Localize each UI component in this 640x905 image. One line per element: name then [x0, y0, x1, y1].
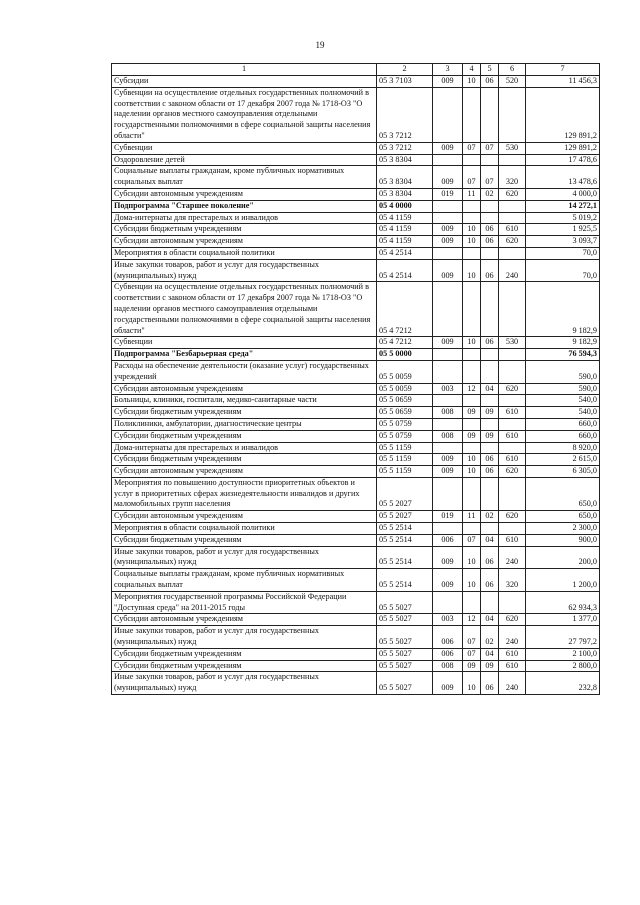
row-name-cell: Субсидии автономным учреждениям: [112, 466, 377, 478]
target-code-cell: 05 5 5027: [377, 614, 433, 626]
row-name-cell: Мероприятия в области социальной политики: [112, 523, 377, 535]
subsection-code-cell: 06: [481, 546, 499, 569]
row-name-cell: Мероприятия в области социальной политики: [112, 247, 377, 259]
section-code-cell: 10: [463, 224, 481, 236]
amount-cell: 650,0: [526, 477, 600, 510]
subsection-code-cell: [481, 360, 499, 383]
target-code-cell: 05 4 0000: [377, 200, 433, 212]
header-col-5: 5: [481, 64, 499, 76]
expense-type-cell: [499, 418, 526, 430]
department-code-cell: [433, 418, 463, 430]
target-code-cell: 05 5 5027: [377, 626, 433, 649]
table-row: [112, 259, 600, 282]
target-code-cell: 05 4 2514: [377, 259, 433, 282]
subsection-code-cell: 06: [481, 672, 499, 695]
row-name-cell: Субвенции: [112, 337, 377, 349]
subsection-code-cell: 06: [481, 224, 499, 236]
amount-cell: 660,0: [526, 430, 600, 442]
expense-type-cell: 620: [499, 383, 526, 395]
expense-type-cell: 610: [499, 534, 526, 546]
table-row: [112, 360, 600, 383]
amount-cell: 13 478,6: [526, 166, 600, 189]
row-name-cell: Поликлиники, амбулатории, диагностические центры: [112, 418, 377, 430]
target-code-cell: 05 5 0659: [377, 395, 433, 407]
table-row: [112, 672, 600, 695]
amount-cell: 1 377,0: [526, 614, 600, 626]
amount-cell: 2 615,0: [526, 454, 600, 466]
section-code-cell: [463, 591, 481, 614]
table-row: [112, 569, 600, 592]
page-number: 19: [315, 40, 325, 50]
subsection-code-cell: 02: [481, 511, 499, 523]
subsection-code-cell: 09: [481, 430, 499, 442]
table-row: [112, 430, 600, 442]
table-row: [112, 383, 600, 395]
amount-cell: 76 594,3: [526, 349, 600, 361]
section-code-cell: 10: [463, 76, 481, 88]
amount-cell: 9 182,9: [526, 337, 600, 349]
target-code-cell: 05 5 0059: [377, 383, 433, 395]
department-code-cell: [433, 360, 463, 383]
amount-cell: 540,0: [526, 395, 600, 407]
row-name-cell: Субсидии автономным учреждениям: [112, 188, 377, 200]
department-code-cell: 009: [433, 76, 463, 88]
target-code-cell: 05 4 7212: [377, 282, 433, 337]
row-name-cell: Субсидии бюджетным учреждениям: [112, 648, 377, 660]
department-code-cell: [433, 477, 463, 510]
target-code-cell: 05 3 7103: [377, 76, 433, 88]
row-name-cell: Социальные выплаты гражданам, кроме публичных нормативных социальных выплат: [112, 166, 377, 189]
expense-type-cell: 620: [499, 236, 526, 248]
target-code-cell: 05 4 7212: [377, 337, 433, 349]
row-name-cell: Субсидии бюджетным учреждениям: [112, 660, 377, 672]
subsection-code-cell: [481, 154, 499, 166]
subsection-code-cell: [481, 212, 499, 224]
table-row: [112, 660, 600, 672]
section-code-cell: 12: [463, 383, 481, 395]
amount-cell: 70,0: [526, 247, 600, 259]
table-row: [112, 224, 600, 236]
table-row: [112, 282, 600, 337]
subsection-code-cell: [481, 477, 499, 510]
table-row: [112, 407, 600, 419]
subsection-code-cell: 04: [481, 383, 499, 395]
table-row: [112, 626, 600, 649]
department-code-cell: 019: [433, 188, 463, 200]
table-row: [112, 523, 600, 535]
subsection-code-cell: [481, 282, 499, 337]
header-col-1: 1: [112, 64, 377, 76]
table-row: [112, 188, 600, 200]
amount-cell: 5 019,2: [526, 212, 600, 224]
target-code-cell: 05 5 2514: [377, 569, 433, 592]
section-code-cell: 12: [463, 614, 481, 626]
table-row: [112, 591, 600, 614]
section-code-cell: [463, 282, 481, 337]
department-code-cell: 009: [433, 466, 463, 478]
section-code-cell: [463, 442, 481, 454]
row-name-cell: Субсидии бюджетным учреждениям: [112, 224, 377, 236]
expense-type-cell: [499, 200, 526, 212]
row-name-cell: Мероприятия по повышению доступности приоритетных объектов и услуг в приоритетных сферах жизнедеятельности инвалидов и других маломобильных групп населения: [112, 477, 377, 510]
department-code-cell: 006: [433, 534, 463, 546]
section-code-cell: 10: [463, 337, 481, 349]
section-code-cell: 07: [463, 142, 481, 154]
table-row: [112, 166, 600, 189]
section-code-cell: [463, 87, 481, 142]
table-header-row: [112, 64, 600, 76]
target-code-cell: 05 3 7212: [377, 142, 433, 154]
target-code-cell: 05 5 0759: [377, 430, 433, 442]
table-row: [112, 454, 600, 466]
row-name-cell: Субвенции: [112, 142, 377, 154]
target-code-cell: 05 5 0759: [377, 418, 433, 430]
row-name-cell: Субсидии бюджетным учреждениям: [112, 407, 377, 419]
expense-type-cell: [499, 395, 526, 407]
row-name-cell: Мероприятия государственной программы Российской Федерации "Доступная среда" на 2011-2015 годы: [112, 591, 377, 614]
department-code-cell: [433, 154, 463, 166]
expense-type-cell: 240: [499, 626, 526, 649]
row-name-cell: Субсидии автономным учреждениям: [112, 383, 377, 395]
table-body: [112, 76, 600, 695]
expense-type-cell: [499, 442, 526, 454]
table-row: [112, 546, 600, 569]
expense-type-cell: [499, 154, 526, 166]
row-name-cell: Подпрограмма "Старшее поколение": [112, 200, 377, 212]
table-row: [112, 212, 600, 224]
target-code-cell: 05 4 1159: [377, 224, 433, 236]
amount-cell: 129 891,2: [526, 87, 600, 142]
amount-cell: 129 891,2: [526, 142, 600, 154]
expense-type-cell: 240: [499, 672, 526, 695]
row-name-cell: Оздоровление детей: [112, 154, 377, 166]
row-name-cell: Иные закупки товаров, работ и услуг для государственных (муниципальных) нужд: [112, 672, 377, 695]
row-name-cell: Подпрограмма "Безбарьерная среда": [112, 349, 377, 361]
department-code-cell: 009: [433, 672, 463, 695]
table-row: [112, 200, 600, 212]
target-code-cell: 05 4 1159: [377, 236, 433, 248]
department-code-cell: [433, 247, 463, 259]
amount-cell: 14 272,1: [526, 200, 600, 212]
subsection-code-cell: [481, 349, 499, 361]
target-code-cell: 05 5 2514: [377, 534, 433, 546]
section-code-cell: [463, 212, 481, 224]
table-row: [112, 395, 600, 407]
section-code-cell: 07: [463, 166, 481, 189]
table-row: [112, 337, 600, 349]
expense-type-cell: 240: [499, 259, 526, 282]
section-code-cell: [463, 247, 481, 259]
subsection-code-cell: [481, 442, 499, 454]
amount-cell: 900,0: [526, 534, 600, 546]
section-code-cell: [463, 154, 481, 166]
row-name-cell: Иные закупки товаров, работ и услуг для государственных (муниципальных) нужд: [112, 626, 377, 649]
target-code-cell: 05 4 2514: [377, 247, 433, 259]
subsection-code-cell: 07: [481, 142, 499, 154]
target-code-cell: 05 3 8304: [377, 188, 433, 200]
department-code-cell: 009: [433, 142, 463, 154]
row-name-cell: Субсидии автономным учреждениям: [112, 511, 377, 523]
budget-table: [111, 63, 600, 695]
subsection-code-cell: 06: [481, 337, 499, 349]
department-code-cell: 009: [433, 236, 463, 248]
department-code-cell: [433, 591, 463, 614]
target-code-cell: 05 5 2514: [377, 523, 433, 535]
expense-type-cell: 620: [499, 511, 526, 523]
subsection-code-cell: 06: [481, 466, 499, 478]
section-code-cell: [463, 360, 481, 383]
subsection-code-cell: [481, 247, 499, 259]
target-code-cell: 05 5 2027: [377, 511, 433, 523]
amount-cell: 200,0: [526, 546, 600, 569]
section-code-cell: 07: [463, 648, 481, 660]
department-code-cell: 009: [433, 569, 463, 592]
header-col-7: 7: [526, 64, 600, 76]
amount-cell: 1 925,5: [526, 224, 600, 236]
department-code-cell: 009: [433, 224, 463, 236]
expense-type-cell: 530: [499, 337, 526, 349]
section-code-cell: 09: [463, 660, 481, 672]
table-row: [112, 442, 600, 454]
row-name-cell: Дома-интернаты для престарелых и инвалидов: [112, 442, 377, 454]
department-code-cell: [433, 87, 463, 142]
table-row: [112, 511, 600, 523]
section-code-cell: [463, 200, 481, 212]
section-code-cell: 10: [463, 236, 481, 248]
expense-type-cell: [499, 349, 526, 361]
table-row: [112, 534, 600, 546]
section-code-cell: [463, 349, 481, 361]
target-code-cell: 05 3 7212: [377, 87, 433, 142]
subsection-code-cell: [481, 418, 499, 430]
subsection-code-cell: [481, 591, 499, 614]
section-code-cell: [463, 477, 481, 510]
subsection-code-cell: [481, 87, 499, 142]
subsection-code-cell: [481, 395, 499, 407]
expense-type-cell: [499, 212, 526, 224]
table-row: [112, 87, 600, 142]
table-row: [112, 247, 600, 259]
amount-cell: 232,8: [526, 672, 600, 695]
expense-type-cell: 530: [499, 142, 526, 154]
target-code-cell: 05 5 2514: [377, 546, 433, 569]
expense-type-cell: [499, 523, 526, 535]
section-code-cell: 09: [463, 430, 481, 442]
subsection-code-cell: 06: [481, 259, 499, 282]
table-row: [112, 142, 600, 154]
amount-cell: 590,0: [526, 360, 600, 383]
amount-cell: 540,0: [526, 407, 600, 419]
amount-cell: 660,0: [526, 418, 600, 430]
expense-type-cell: 620: [499, 614, 526, 626]
target-code-cell: 05 3 8304: [377, 166, 433, 189]
expense-type-cell: 320: [499, 166, 526, 189]
section-code-cell: 11: [463, 188, 481, 200]
target-code-cell: 05 5 1159: [377, 466, 433, 478]
amount-cell: 590,0: [526, 383, 600, 395]
expense-type-cell: 610: [499, 648, 526, 660]
expense-type-cell: 320: [499, 569, 526, 592]
department-code-cell: 006: [433, 648, 463, 660]
target-code-cell: 05 5 5027: [377, 672, 433, 695]
department-code-cell: 009: [433, 546, 463, 569]
section-code-cell: 10: [463, 454, 481, 466]
expense-type-cell: 240: [499, 546, 526, 569]
target-code-cell: 05 3 8304: [377, 154, 433, 166]
expense-type-cell: 520: [499, 76, 526, 88]
amount-cell: 2 300,0: [526, 523, 600, 535]
department-code-cell: 008: [433, 430, 463, 442]
department-code-cell: [433, 212, 463, 224]
target-code-cell: 05 4 1159: [377, 212, 433, 224]
department-code-cell: 003: [433, 614, 463, 626]
expense-type-cell: [499, 591, 526, 614]
department-code-cell: 006: [433, 626, 463, 649]
table-row: [112, 477, 600, 510]
expense-type-cell: [499, 282, 526, 337]
subsection-code-cell: 02: [481, 626, 499, 649]
amount-cell: 62 934,3: [526, 591, 600, 614]
department-code-cell: [433, 349, 463, 361]
expense-type-cell: 610: [499, 430, 526, 442]
row-name-cell: Иные закупки товаров, работ и услуг для государственных (муниципальных) нужд: [112, 259, 377, 282]
table-row: [112, 466, 600, 478]
subsection-code-cell: [481, 200, 499, 212]
row-name-cell: Расходы на обеспечение деятельности (оказание услуг) государственных учреждений: [112, 360, 377, 383]
row-name-cell: Социальные выплаты гражданам, кроме публичных нормативных социальных выплат: [112, 569, 377, 592]
department-code-cell: 003: [433, 383, 463, 395]
row-name-cell: Субсидии автономным учреждениям: [112, 614, 377, 626]
subsection-code-cell: 06: [481, 76, 499, 88]
expense-type-cell: 610: [499, 407, 526, 419]
subsection-code-cell: 09: [481, 660, 499, 672]
row-name-cell: Субсидии бюджетным учреждениям: [112, 454, 377, 466]
subsection-code-cell: 06: [481, 236, 499, 248]
row-name-cell: Иные закупки товаров, работ и услуг для государственных (муниципальных) нужд: [112, 546, 377, 569]
target-code-cell: 05 5 5027: [377, 660, 433, 672]
department-code-cell: 009: [433, 454, 463, 466]
amount-cell: 3 093,7: [526, 236, 600, 248]
amount-cell: 2 800,0: [526, 660, 600, 672]
department-code-cell: 009: [433, 337, 463, 349]
target-code-cell: 05 5 1159: [377, 442, 433, 454]
amount-cell: 8 920,0: [526, 442, 600, 454]
subsection-code-cell: 02: [481, 188, 499, 200]
target-code-cell: 05 5 2027: [377, 477, 433, 510]
subsection-code-cell: 07: [481, 166, 499, 189]
expense-type-cell: 610: [499, 454, 526, 466]
section-code-cell: 10: [463, 546, 481, 569]
amount-cell: 17 478,6: [526, 154, 600, 166]
row-name-cell: Субвенции на осуществление отдельных государственных полномочий в соответствии с законом области от 17 декабря 2007 года № 1718-ОЗ "О наделении органов местного самоуправления отдельными государственными полномочиями в сфере социальной защиты населения области": [112, 282, 377, 337]
department-code-cell: 008: [433, 660, 463, 672]
table-row: [112, 349, 600, 361]
department-code-cell: [433, 282, 463, 337]
table-row: [112, 154, 600, 166]
department-code-cell: 008: [433, 407, 463, 419]
header-col-3: 3: [433, 64, 463, 76]
subsection-code-cell: 04: [481, 614, 499, 626]
row-name-cell: Субвенции на осуществление отдельных государственных полномочий в соответствии с законом области от 17 декабря 2007 года № 1718-ОЗ "О наделении органов местного самоуправления отдельными государственными полномочиями в сфере социальной защиты населения области": [112, 87, 377, 142]
department-code-cell: [433, 442, 463, 454]
section-code-cell: 10: [463, 259, 481, 282]
header-col-2: 2: [377, 64, 433, 76]
amount-cell: 1 200,0: [526, 569, 600, 592]
target-code-cell: 05 5 1159: [377, 454, 433, 466]
target-code-cell: 05 5 0059: [377, 360, 433, 383]
section-code-cell: [463, 418, 481, 430]
section-code-cell: 09: [463, 407, 481, 419]
amount-cell: 27 797,2: [526, 626, 600, 649]
amount-cell: 4 000,0: [526, 188, 600, 200]
expense-type-cell: 620: [499, 466, 526, 478]
row-name-cell: Больницы, клиники, госпитали, медико-санитарные части: [112, 395, 377, 407]
table-row: [112, 236, 600, 248]
subsection-code-cell: 04: [481, 648, 499, 660]
section-code-cell: 10: [463, 466, 481, 478]
table-row: [112, 648, 600, 660]
department-code-cell: [433, 200, 463, 212]
department-code-cell: 009: [433, 259, 463, 282]
target-code-cell: 05 5 5027: [377, 591, 433, 614]
amount-cell: 70,0: [526, 259, 600, 282]
table-row: [112, 418, 600, 430]
expense-type-cell: 610: [499, 224, 526, 236]
section-code-cell: 10: [463, 672, 481, 695]
department-code-cell: [433, 523, 463, 535]
table-row: [112, 614, 600, 626]
amount-cell: 11 456,3: [526, 76, 600, 88]
department-code-cell: 019: [433, 511, 463, 523]
row-name-cell: Субсидии автономным учреждениям: [112, 236, 377, 248]
department-code-cell: [433, 395, 463, 407]
subsection-code-cell: 06: [481, 569, 499, 592]
expense-type-cell: [499, 360, 526, 383]
amount-cell: 650,0: [526, 511, 600, 523]
section-code-cell: [463, 523, 481, 535]
amount-cell: 2 100,0: [526, 648, 600, 660]
department-code-cell: 009: [433, 166, 463, 189]
header-col-6: 6: [499, 64, 526, 76]
row-name-cell: Дома-интернаты для престарелых и инвалидов: [112, 212, 377, 224]
row-name-cell: Субсидии: [112, 76, 377, 88]
amount-cell: 6 305,0: [526, 466, 600, 478]
section-code-cell: 10: [463, 569, 481, 592]
section-code-cell: [463, 395, 481, 407]
subsection-code-cell: 06: [481, 454, 499, 466]
amount-cell: 9 182,9: [526, 282, 600, 337]
expense-type-cell: [499, 247, 526, 259]
section-code-cell: 07: [463, 626, 481, 649]
target-code-cell: 05 5 0000: [377, 349, 433, 361]
expense-type-cell: 620: [499, 188, 526, 200]
subsection-code-cell: 04: [481, 534, 499, 546]
target-code-cell: 05 5 0659: [377, 407, 433, 419]
subsection-code-cell: 09: [481, 407, 499, 419]
expense-type-cell: [499, 477, 526, 510]
table-row: [112, 76, 600, 88]
section-code-cell: 07: [463, 534, 481, 546]
target-code-cell: 05 5 5027: [377, 648, 433, 660]
section-code-cell: 11: [463, 511, 481, 523]
row-name-cell: Субсидии бюджетным учреждениям: [112, 534, 377, 546]
expense-type-cell: [499, 87, 526, 142]
row-name-cell: Субсидии бюджетным учреждениям: [112, 430, 377, 442]
header-col-4: 4: [463, 64, 481, 76]
expense-type-cell: 610: [499, 660, 526, 672]
subsection-code-cell: [481, 523, 499, 535]
